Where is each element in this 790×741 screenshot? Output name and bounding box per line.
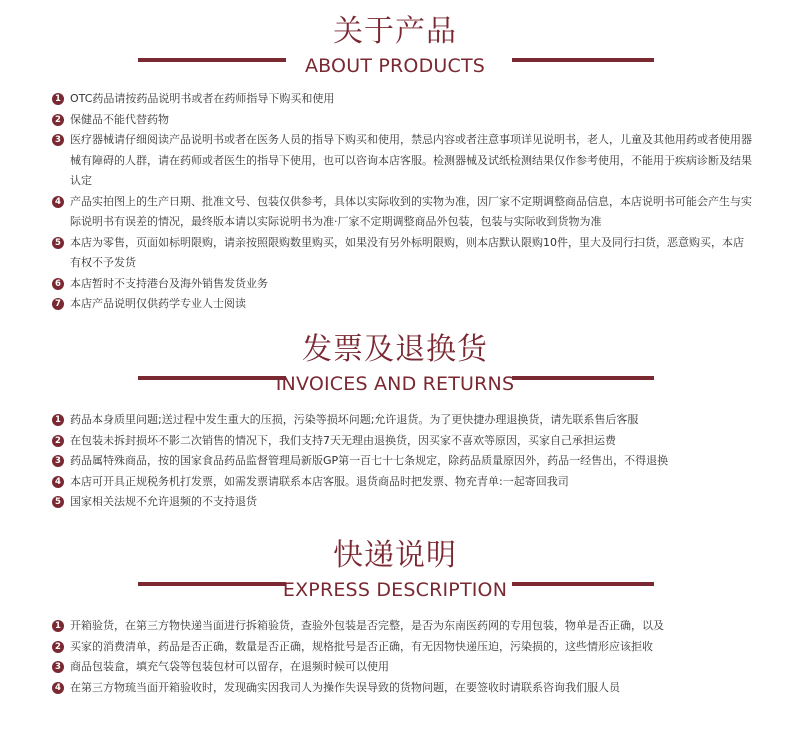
section-title-cn: 发票及退换货: [302, 332, 488, 367]
section-header: [0, 14, 790, 84]
list-item: 4 在第三方物琉当面开箱验收时，发现确实因我司人为操作失误导致的货物问题，在要签收时请联系咨询我们服人员: [52, 678, 752, 699]
express-description-list: [52, 616, 752, 698]
about-products-list: [52, 89, 752, 315]
section-about-products: [0, 14, 790, 84]
section-title-en: ABOUT PRODUCTS: [304, 55, 486, 77]
list-item: 1 OTC药品请按药品说明书或者在药师指导下购买和使用: [52, 89, 752, 110]
number-badge-icon: 1: [52, 93, 64, 105]
invoices-returns-list: [52, 410, 752, 513]
section-title-en: EXPRESS DESCRIPTION: [282, 579, 508, 601]
list-item: 2 在包装未拆封损坏不影二次销售的情况下，我们支持7天无理由退换货，因买家不喜欢等原因，买家自己承担运费: [52, 431, 752, 452]
list-item: 1 开箱验货，在第三方物快递当面进行拆箱验货，查验外包装是否完整，是否为东南医药网的专用包装，物单是否正确，以及: [52, 616, 752, 637]
number-badge-icon: 3: [52, 455, 64, 467]
list-item: 7 本店产品说明仅供药学专业人士阅读: [52, 294, 752, 315]
number-badge-icon: 4: [52, 196, 64, 208]
number-badge-icon: 3: [52, 661, 64, 673]
number-badge-icon: 4: [52, 682, 64, 694]
list-item: 3 商品包装盒，填充气袋等包装包材可以留存，在退频时候可以使用: [52, 657, 752, 678]
section-header: [0, 538, 790, 608]
number-badge-icon: 2: [52, 641, 64, 653]
section-title-cn: 快递说明: [333, 538, 457, 573]
list-item: 2 买家的消费清单，药品是否正确，数量是否正确，规格批号是否正确，有无因物快递压迫，污染损的，这些情形应该拒收: [52, 637, 752, 658]
number-badge-icon: 5: [52, 237, 64, 249]
number-badge-icon: 5: [52, 496, 64, 508]
number-badge-icon: 2: [52, 435, 64, 447]
number-badge-icon: 1: [52, 620, 64, 632]
list-item: 1 药品本身质里问题;送过程中发生重大的压损，污染等损坏问题;允许退货。为了更快捷办理退换货，请先联系售后客服: [52, 410, 752, 431]
list-item: 4 产品实拍图上的生产日期、批准文号、包装仅供参考，具体以实际收到的实物为准，因厂家不定期调整商品信息，本店说明书可能会产生与实际说明书有误差的情况，最终版本请以实际说明书为准·厂家不定期调整商品外包装，包装与实际收到货物为准: [52, 192, 752, 233]
section-title-en: INVOICES AND RETURNS: [275, 373, 515, 395]
number-badge-icon: 2: [52, 114, 64, 126]
list-item: 3 药品属特殊商品，按的国家食品药品监督管理局新版GP第一百七十七条规定，除药品质量原因外，药品一经售出，不得退换: [52, 451, 752, 472]
section-title-cn: 关于产品: [333, 14, 457, 49]
number-badge-icon: 6: [52, 278, 64, 290]
list-item: 5 本店为零售，页面如标明限购，请亲按照限购数里购买，如果没有另外标明限购，则本店默认限购10件，里大及同行扫货，恶意购买，本店有权不予发货: [52, 233, 752, 274]
number-badge-icon: 1: [52, 414, 64, 426]
section-express-description: [0, 538, 790, 608]
number-badge-icon: 3: [52, 134, 64, 146]
list-item: 4 本店可开具正规税务机打发票，如需发票请联系本店客服。退货商品时把发票、物充青单:一起寄回我司: [52, 472, 752, 493]
section-invoices-returns: [0, 332, 790, 402]
number-badge-icon: 4: [52, 476, 64, 488]
list-item: 5 国家相关法规不允许退频的不支持退货: [52, 492, 752, 513]
section-header: [0, 332, 790, 402]
list-item: 2 保健品不能代替药物: [52, 110, 752, 131]
list-item: 3 医疗器械请仔细阅读产品说明书或者在医务人员的指导下购买和使用，禁忌内容或者注意事项详见说明书，老人，儿童及其他用药或者使用器械有障碍的人群，请在药师或者医生的指导下使用，也可以咨询本店客服。检测器械及试纸检测结果仅作参考使用，不能用于疾病诊断及结果认定: [52, 130, 752, 192]
list-item: 6 本店暂时不支持港台及海外销售发货业务: [52, 274, 752, 295]
number-badge-icon: 7: [52, 298, 64, 310]
